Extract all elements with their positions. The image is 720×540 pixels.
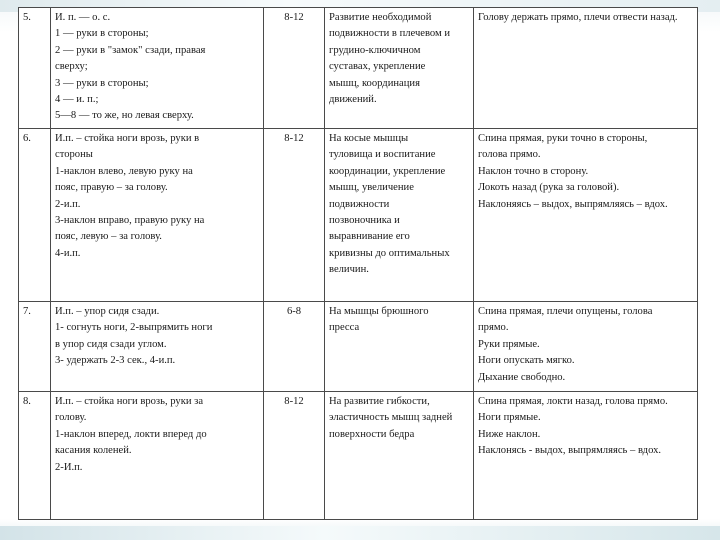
purpose-cell <box>325 129 474 302</box>
notes-cell <box>474 392 698 520</box>
purpose-cell <box>325 392 474 520</box>
table-row <box>19 8 698 129</box>
row-number: 6. <box>23 133 31 144</box>
reps-cell <box>264 302 325 392</box>
exercise-line: И.п. – стойка ноги врозь, руки за <box>55 396 204 407</box>
table-row <box>19 302 698 392</box>
notes-line: Ноги прямые. <box>478 412 541 424</box>
notes-line: Наклонясь - выдох, выпрямляясь – вдох. <box>478 445 662 457</box>
exercise-line: пояс, правую – за голову. <box>55 182 168 194</box>
exercise-line: 4 — и. п.; <box>55 94 99 106</box>
exercise-line: 2-И.п. <box>55 461 83 473</box>
purpose-line: мышц, увеличение <box>329 182 414 194</box>
notes-line: прямо. <box>478 322 509 334</box>
notes-line: Дыхание свободно. <box>478 371 566 383</box>
exercise-line: 3- удержать 2-3 сек., 4-и.п. <box>55 355 176 367</box>
exercise-line: сверху; <box>55 61 88 73</box>
notes-line: Спина прямая, руки точно в стороны, <box>478 133 648 144</box>
reps-cell <box>264 392 325 520</box>
purpose-line: движений. <box>329 94 377 106</box>
notes-line: Наклон точно в сторону. <box>478 165 589 177</box>
exercise-line: в упор сидя сзади углом. <box>55 338 167 350</box>
row-number: 8. <box>23 396 31 407</box>
exercise-line: 3 — руки в стороны; <box>55 77 149 89</box>
exercise-line: 2-и.п. <box>55 198 81 210</box>
notes-line: Наклоняясь – выдох, выпрямляясь – вдох. <box>478 198 668 210</box>
reps-value: 8-12 <box>284 396 304 407</box>
purpose-cell <box>325 8 474 129</box>
reps-cell <box>264 129 325 302</box>
purpose-cell <box>325 302 474 392</box>
purpose-line: координации, укрепление <box>329 165 446 177</box>
row-number-cell <box>19 392 51 520</box>
exercise-line: 1- согнуть ноги, 2-выпрямить ноги <box>55 322 213 334</box>
row-number: 7. <box>23 306 31 317</box>
reps-value: 6-8 <box>286 306 302 317</box>
reps-value: 8-12 <box>284 12 304 23</box>
purpose-line: подвижности <box>329 198 390 210</box>
row-number-cell <box>19 8 51 129</box>
purpose-line: пресса <box>329 322 360 334</box>
notes-line: Руки прямые. <box>478 338 540 350</box>
purpose-line: грудино-ключичном <box>329 44 421 56</box>
notes-line: Ноги опускать мягко. <box>478 355 575 367</box>
purpose-line: позвоночника и <box>329 215 400 227</box>
exercise-line: И.п. – упор сидя сзади. <box>55 306 160 317</box>
exercise-line: 5—8 — то же, но левая сверху. <box>55 110 194 122</box>
purpose-line: Развитие необходимой <box>329 12 432 23</box>
notes-cell <box>474 8 698 129</box>
purpose-line: На мышцы брюшного <box>329 306 429 317</box>
exercise-line: И. п. — о. с. <box>55 12 111 23</box>
exercise-line: 1-наклон вперед, локти вперед до <box>55 428 207 440</box>
exercise-line: И.п. – стойка ноги врозь, руки в <box>55 133 200 144</box>
exercise-table <box>18 7 698 520</box>
exercise-line: 4-и.п. <box>55 247 81 259</box>
row-number: 5. <box>23 12 31 23</box>
exercise-line: 3-наклон вправо, правую руку на <box>55 215 205 227</box>
notes-line: Ниже наклон. <box>478 428 541 440</box>
purpose-line: подвижности в плечевом и <box>329 28 451 40</box>
exercise-line: 2 — руки в "замок" сзади, правая <box>55 44 206 56</box>
exercise-line: 1-наклон влево, левую руку на <box>55 165 193 177</box>
purpose-line: туловища и воспитание <box>329 149 436 161</box>
exercise-cell <box>51 392 264 520</box>
purpose-line: выравнивание его <box>329 231 410 243</box>
purpose-line: На развитие гибкости, <box>329 396 430 407</box>
table-row <box>19 392 698 520</box>
reps-value: 8-12 <box>284 133 304 144</box>
purpose-line: поверхности бедра <box>329 428 415 440</box>
exercise-line: стороны <box>55 149 93 161</box>
bottom-decoration <box>0 526 720 540</box>
notes-cell <box>474 302 698 392</box>
purpose-line: величин. <box>329 264 369 276</box>
row-number-cell <box>19 302 51 392</box>
exercise-line: 1 — руки в стороны; <box>55 28 149 40</box>
exercise-cell <box>51 8 264 129</box>
exercise-cell <box>51 129 264 302</box>
table-row <box>19 129 698 302</box>
exercise-line: голову. <box>55 412 87 424</box>
notes-line: Спина прямая, локти назад, голова прямо. <box>478 396 668 407</box>
purpose-line: эластичность мышц задней <box>329 412 453 424</box>
purpose-line: На косые мышцы <box>329 133 409 144</box>
notes-line: голова прямо. <box>478 149 541 161</box>
notes-line: Спина прямая, плечи опущены, голова <box>478 306 653 317</box>
reps-cell <box>264 8 325 129</box>
row-number-cell <box>19 129 51 302</box>
purpose-line: суставах, укрепление <box>329 61 426 73</box>
notes-cell <box>474 129 698 302</box>
purpose-line: мышц, координация <box>329 77 420 89</box>
exercise-line: пояс, левую – за голову. <box>55 231 162 243</box>
exercise-line: касания коленей. <box>55 445 132 457</box>
notes-line: Локоть назад (рука за головой). <box>478 182 620 194</box>
purpose-line: кривизны до оптимальных <box>329 247 450 259</box>
notes-line: Голову держать прямо, плечи отвести назад. <box>478 12 678 23</box>
exercise-cell <box>51 302 264 392</box>
